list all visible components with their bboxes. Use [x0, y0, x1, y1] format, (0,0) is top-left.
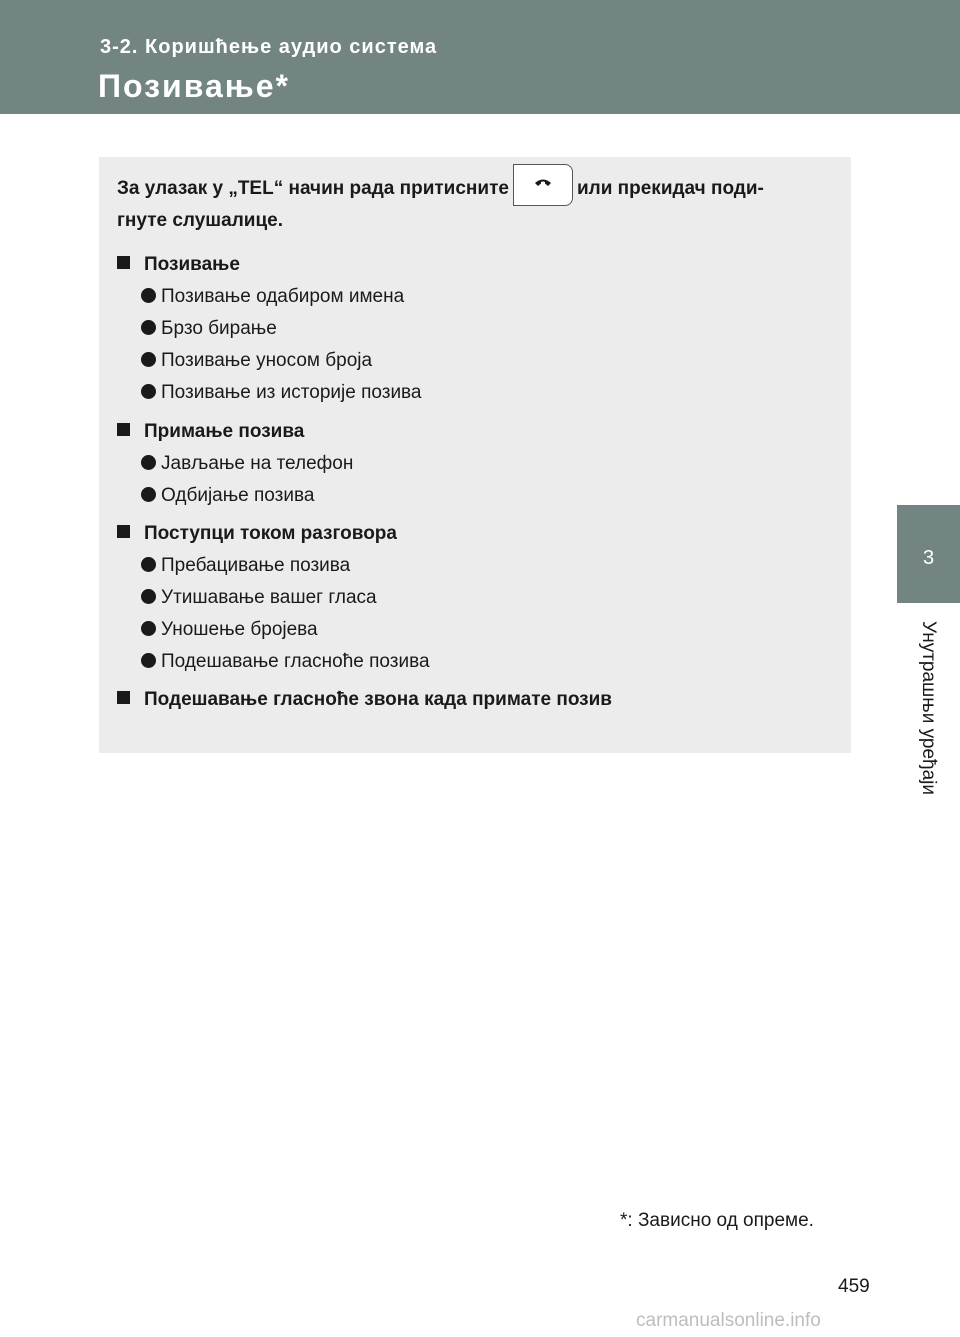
- watermark: carmanualsonline.info: [636, 1310, 821, 1331]
- list-item: Уношење бројева: [141, 619, 318, 641]
- list-item: Подешавање гласноће позива: [141, 651, 430, 673]
- section-label: 3-2. Коришћење аудио система: [100, 36, 438, 58]
- list-item: Утишавање вашег гласа: [141, 587, 377, 609]
- list-item: Позивање из историје позива: [141, 382, 422, 404]
- circle-bullet-icon: [141, 352, 156, 367]
- footnote: *: Зависно од опреме.: [620, 1210, 814, 1231]
- intro-paragraph: [117, 172, 837, 235]
- circle-bullet-icon: [141, 384, 156, 399]
- chapter-tab: [897, 505, 960, 603]
- square-bullet-icon: [117, 525, 130, 538]
- square-bullet-icon: [117, 423, 130, 436]
- circle-bullet-icon: [141, 487, 156, 502]
- list-item: Брзо бирање: [141, 318, 277, 340]
- list-item: Позивање одабиром имена: [141, 286, 404, 308]
- content-box: [99, 157, 851, 753]
- section-heading-receiving: [117, 421, 304, 443]
- section-heading-text: Подешавање гласноће звона када примате позив: [144, 689, 612, 710]
- chapter-label: Унутрашњи уређаји: [918, 620, 939, 796]
- list-item: Јављање на телефон: [141, 453, 353, 475]
- circle-bullet-icon: [141, 653, 156, 668]
- list-item: Пребацивање позива: [141, 555, 350, 577]
- circle-bullet-icon: [141, 557, 156, 572]
- circle-bullet-icon: [141, 621, 156, 636]
- list-item: Одбијање позива: [141, 485, 314, 507]
- intro-text-line2: гнуте слушалице.: [117, 210, 283, 231]
- section-heading-calling: [117, 254, 240, 276]
- page-header: [0, 0, 960, 114]
- list-item: Позивање уносом броја: [141, 350, 372, 372]
- page-number: 459: [838, 1276, 870, 1297]
- square-bullet-icon: [117, 256, 130, 269]
- section-heading-text: Поступци током разговора: [144, 523, 397, 544]
- section-heading-during-call: [117, 523, 397, 545]
- section-heading-text: Примање позива: [144, 421, 305, 442]
- circle-bullet-icon: [141, 455, 156, 470]
- page-title: Позивање*: [98, 68, 290, 104]
- circle-bullet-icon: [141, 589, 156, 604]
- square-bullet-icon: [117, 691, 130, 704]
- circle-bullet-icon: [141, 288, 156, 303]
- chapter-number: 3: [922, 547, 935, 569]
- phone-button-icon: [513, 164, 573, 206]
- circle-bullet-icon: [141, 320, 156, 335]
- intro-text-before: За улазак у „TEL“ начин рада притисните: [117, 178, 509, 200]
- section-heading-ring-volume: [117, 689, 612, 711]
- intro-text-after: или прекидач поди-: [576, 178, 764, 200]
- section-heading-text: Позивање: [144, 254, 240, 275]
